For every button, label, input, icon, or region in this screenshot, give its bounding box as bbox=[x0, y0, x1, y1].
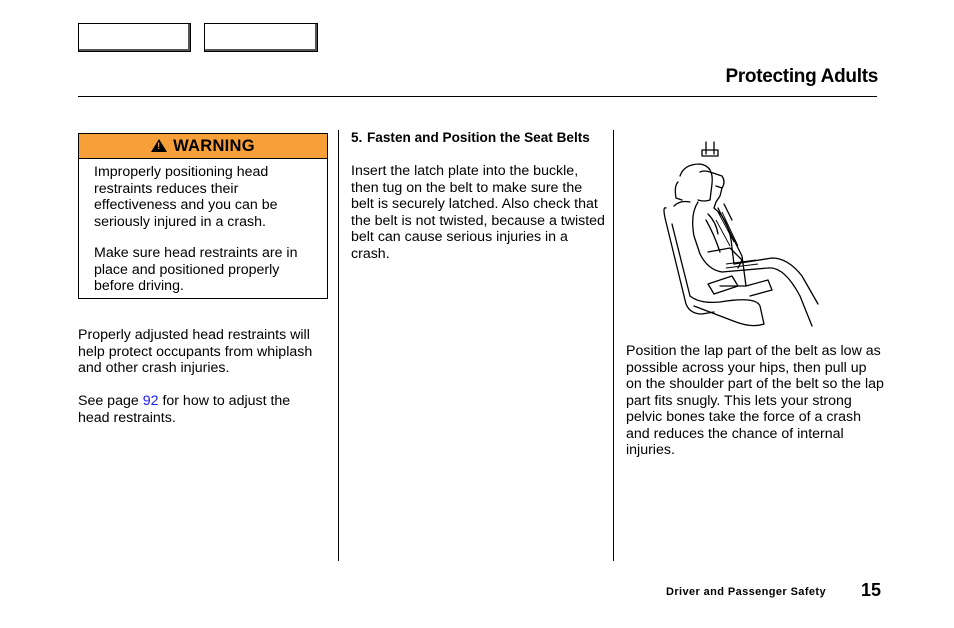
column-divider-right bbox=[613, 130, 614, 561]
warning-paragraph: Make sure head restraints are in place and positioned properly before driving. bbox=[94, 245, 298, 294]
header-divider bbox=[78, 96, 877, 97]
step-body: Insert the latch plate into the buckle, then tug on the belt to make sure the belt is securely latched. Also check that the belt is not twisted, because a twisted belt can cause serious injuries in a crash. bbox=[351, 163, 605, 262]
warning-label: WARNING bbox=[173, 136, 255, 155]
step-heading bbox=[351, 130, 606, 147]
seatbelt-illustration bbox=[660, 136, 820, 331]
nav-button-previous[interactable] bbox=[78, 23, 191, 52]
warning-header bbox=[79, 134, 327, 159]
warning-triangle-icon bbox=[151, 139, 167, 152]
step-number: 5. bbox=[351, 130, 363, 145]
warning-paragraph: Improperly positioning head restraints reduces their effectiveness and you can be seriously injured in a crash. bbox=[94, 164, 278, 230]
see-page-suffix: for how to adjust the head restraints. bbox=[78, 393, 291, 426]
page-title: Protecting Adults bbox=[725, 66, 878, 87]
step-title: Fasten and Position the Seat Belts bbox=[367, 130, 590, 145]
column-divider-left bbox=[338, 130, 339, 561]
page-92-link[interactable]: 92 bbox=[142, 393, 159, 409]
see-page-paragraph bbox=[78, 393, 323, 426]
page-number: 15 bbox=[861, 580, 882, 600]
warning-box bbox=[78, 133, 328, 299]
footer-section-label: Driver and Passenger Safety bbox=[666, 586, 826, 598]
nav-button-next[interactable] bbox=[204, 23, 318, 52]
lap-belt-paragraph: Position the lap part of the belt as low as possible across your hips, then pull up on the shoulder part of the belt so the lap part fits snugly. This lets your strong pelvic bones take the force of a crash and reduces the chance of internal injuries. bbox=[626, 343, 884, 458]
see-page-prefix: See page bbox=[78, 393, 139, 409]
head-restraint-paragraph: Properly adjusted head restraints will help protect occupants from whiplash and other crash injuries. bbox=[78, 327, 313, 376]
